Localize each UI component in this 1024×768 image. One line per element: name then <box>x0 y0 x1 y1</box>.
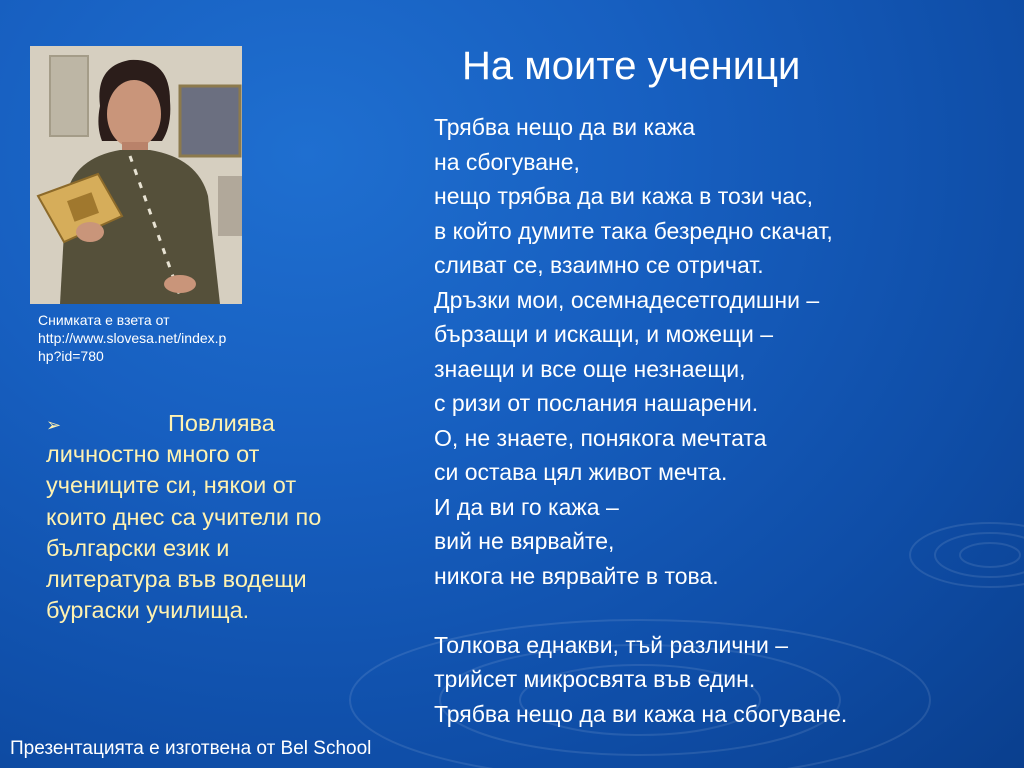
poem-line: на сбогуване, <box>434 148 580 175</box>
poem-line: бързащи и искащи, и можещи – <box>434 321 774 347</box>
teacher-photo <box>30 46 242 304</box>
poem-line: И да ви го кажа – <box>434 493 619 520</box>
slide-title: На моите ученици <box>462 44 801 88</box>
arrow-bullet-icon: ➢ <box>46 415 62 435</box>
poem-line: нещо трябва да ви кажа в този час, <box>434 183 814 209</box>
poem-line: сливат се, взаимно се отричат. <box>434 252 764 278</box>
poem-line: с ризи от послания нашарени. <box>434 390 759 416</box>
poem-line: си остава цял живот мечта. <box>434 459 728 485</box>
poem <box>434 110 1014 731</box>
footer-credit: Презентацията е изготвена от Bel School <box>10 738 372 759</box>
bullet-item <box>46 408 326 626</box>
poem-line: Трябва нещо да ви кажа <box>434 114 695 140</box>
poem-line: знаещи и все още незнаещи, <box>434 355 746 382</box>
poem-line: вий не вярвайте, <box>434 528 615 554</box>
poem-line: в който думите така безредно скачат, <box>434 217 833 244</box>
poem-line <box>434 593 1014 628</box>
photo-caption: Снимката е взета от http://www.slovesa.net/index.p hp?id=780 <box>38 312 227 364</box>
poem-line: О, не знаете, понякога мечтата <box>434 424 767 451</box>
poem-line: трийсет микросвята във един. <box>434 666 756 692</box>
poem-line: Толкова еднакви, тъй различни – <box>434 631 789 658</box>
poem-line: Дръзки мои, осемнадесетгодишни – <box>434 286 820 313</box>
poem-line: Трябва нещо да ви кажа на сбогуване. <box>434 700 848 727</box>
poem-line: никога не вярвайте в това. <box>434 562 719 589</box>
bullet-text: Повлиява личностно много от учениците си, някои от които днес са учители по български език и литература във водещи бургаски училища. <box>46 410 322 624</box>
